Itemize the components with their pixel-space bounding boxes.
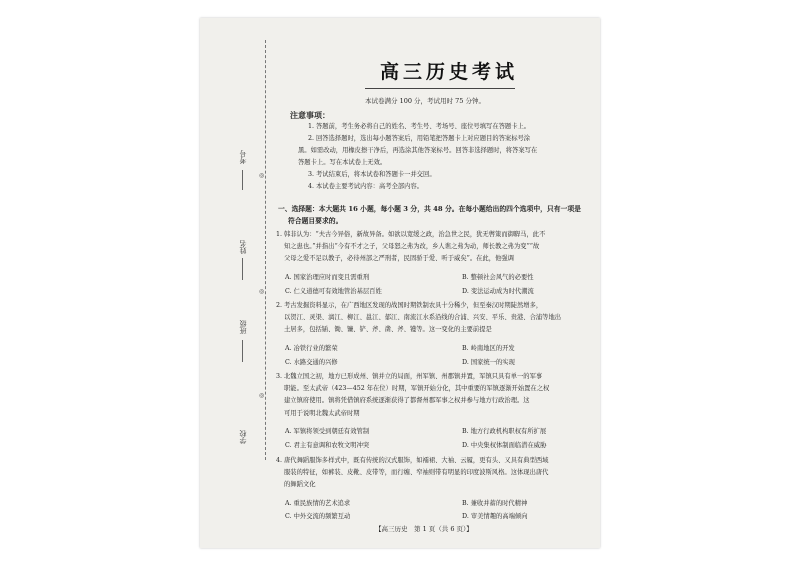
question-line: 父母之爱不足以教子，必待州部之严刑者，民固骄于爱、听于威矣”。在此，他强调 bbox=[284, 255, 514, 263]
side-label-name: 姓名 bbox=[239, 240, 247, 254]
question-4 bbox=[276, 455, 598, 492]
notice-item: 黑。如需改动，用橡皮擦干净后，再选涂其他答案标号。回答非选择题时，将答案写在 bbox=[298, 147, 538, 154]
question-line: 知之患也。”并指出“今有不才之子，父母怒之弗为改，乡人谯之弗为动，师长教之弗为变”“故 bbox=[284, 243, 540, 251]
page-footer: 【高三历史 第 1 页（共 6 页）】 bbox=[375, 525, 473, 533]
section-heading-line: 一、选择题：本大题共 16 小题，每小题 3 分，共 48 分。在每小题给出的四个选项中，只有一项是 bbox=[278, 205, 581, 213]
option-a[interactable]: A. 国家治理应时而变且需重刑 bbox=[285, 274, 370, 281]
question-line: 1. 韩非认为：“夫古今异俗，新故异备。如欲以宽缓之政，治急世之民，犹无辔策而御駻马，此不 bbox=[276, 231, 546, 238]
question-line: 可用于说明北魏太武帝时期 bbox=[284, 409, 360, 417]
option-d[interactable]: D. 国家统一的实现 bbox=[462, 359, 515, 366]
question-3 bbox=[276, 371, 598, 420]
question-line: 职能。至太武帝（423—452 年在位）时期，军镇开始分化，其中重要的军镇逐渐开始置在之权 bbox=[284, 385, 550, 393]
option-d[interactable]: D. 审美情趣的高端倾向 bbox=[462, 513, 528, 520]
title-divider bbox=[365, 88, 515, 89]
question-line: 土居多，包括锸、锄、镰、铲、斧、凿、斧、镬等。这一变化的主要前提是 bbox=[284, 326, 492, 334]
side-fill-line bbox=[242, 170, 243, 190]
option-a[interactable]: A. 军镇将领受到朝廷有效管制 bbox=[285, 428, 370, 435]
question-line: 3. 北魏立国之初，地方已形成州、镇并立的局面，州军镇、州郡镇并置，军镇只具有单一的军事 bbox=[276, 373, 543, 380]
notice-item: 3. 考试结束后，将本试卷和答题卡一并交回。 bbox=[308, 171, 436, 178]
section-heading-line: 符合题目要求的。 bbox=[288, 217, 343, 225]
question-line: 建立镇府使用。镇将凭借镇府系统逐渐获得了都督州郡军事之权并参与地方行政治理。这 bbox=[284, 397, 530, 405]
option-c[interactable]: C. 水路交通的兴修 bbox=[285, 359, 338, 366]
question-1 bbox=[276, 229, 598, 266]
notice-item: 1. 答题前，考生务必将自己的姓名、考生号、考场号、座位号填写在答题卡上。 bbox=[308, 123, 531, 130]
option-a[interactable]: A. 冶铁行业的繁荣 bbox=[285, 345, 338, 352]
side-fill-line bbox=[242, 340, 243, 362]
question-2 bbox=[276, 300, 598, 337]
question-line: 4. 唐代舞蹈服饰多样式中，既有传统的汉式服饰，如襦裙、大袖、云履，更有头、又具有典型西域 bbox=[276, 457, 549, 464]
binding-circle: ◎ bbox=[259, 392, 265, 399]
option-c[interactable]: C. 仁义道德可有效地管治基层百姓 bbox=[285, 288, 382, 295]
notice-item: 2. 回答选择题时，选出每小题答案后，用铅笔把答题卡上对应题目的答案标号涂 bbox=[308, 135, 531, 142]
question-line: 的舞蹈文化 bbox=[284, 481, 316, 489]
binding-circle: ◎ bbox=[259, 288, 265, 295]
side-label-class: 班级 bbox=[239, 320, 247, 334]
side-label-exam-number: 考号 bbox=[239, 150, 247, 164]
exam-title: 高三历史考试 bbox=[380, 61, 519, 83]
question-line: 以贺江、灵渠、漓江、柳江、邕江、郁江、南流江水系沿线的合浦、兴安、平乐、贵港、合浦等地出 bbox=[284, 314, 562, 322]
question-line: 2. 考古发掘资料显示，在广西地区发现的战国时期铁制农具十分稀少，但至秦汉时期陡然增多， bbox=[276, 302, 543, 309]
binding-circle: ◎ bbox=[259, 172, 265, 179]
question-line: 服装的特征，如裤装、皮靴、皮带等，而行缠、窄袖则带有明显的印度波斯风格。这体现出唐代 bbox=[284, 469, 549, 477]
option-b[interactable]: B. 兼收并蓄的时代精神 bbox=[462, 500, 528, 507]
option-d[interactable]: D. 中央集权体制面临潜在威胁 bbox=[462, 442, 547, 449]
option-d[interactable]: D. 变法运动成为时代潮流 bbox=[462, 288, 534, 295]
binding-dashed-line bbox=[265, 40, 266, 460]
option-c[interactable]: C. 中外交流的频繁互动 bbox=[285, 513, 351, 520]
option-b[interactable]: B. 整顿社会风气的必要性 bbox=[462, 274, 534, 281]
notice-item: 答题卡上。写在本试卷上无效。 bbox=[298, 159, 387, 166]
side-fill-line bbox=[242, 258, 243, 280]
notice-item: 4. 本试卷主要考试内容：高考全部内容。 bbox=[308, 183, 424, 190]
notice-title: 注意事项： bbox=[290, 110, 330, 120]
option-a[interactable]: A. 重民族情的艺术追求 bbox=[285, 500, 351, 507]
option-c[interactable]: C. 君主有意调和农牧文明冲突 bbox=[285, 442, 370, 449]
option-b[interactable]: B. 地方行政机构职权有所扩展 bbox=[462, 428, 547, 435]
option-b[interactable]: B. 岭南地区的开发 bbox=[462, 345, 515, 352]
exam-info: 本试卷满分 100 分，考试用时 75 分钟。 bbox=[365, 97, 485, 105]
side-label-school: 学校 bbox=[239, 430, 247, 444]
section-heading bbox=[278, 203, 598, 227]
